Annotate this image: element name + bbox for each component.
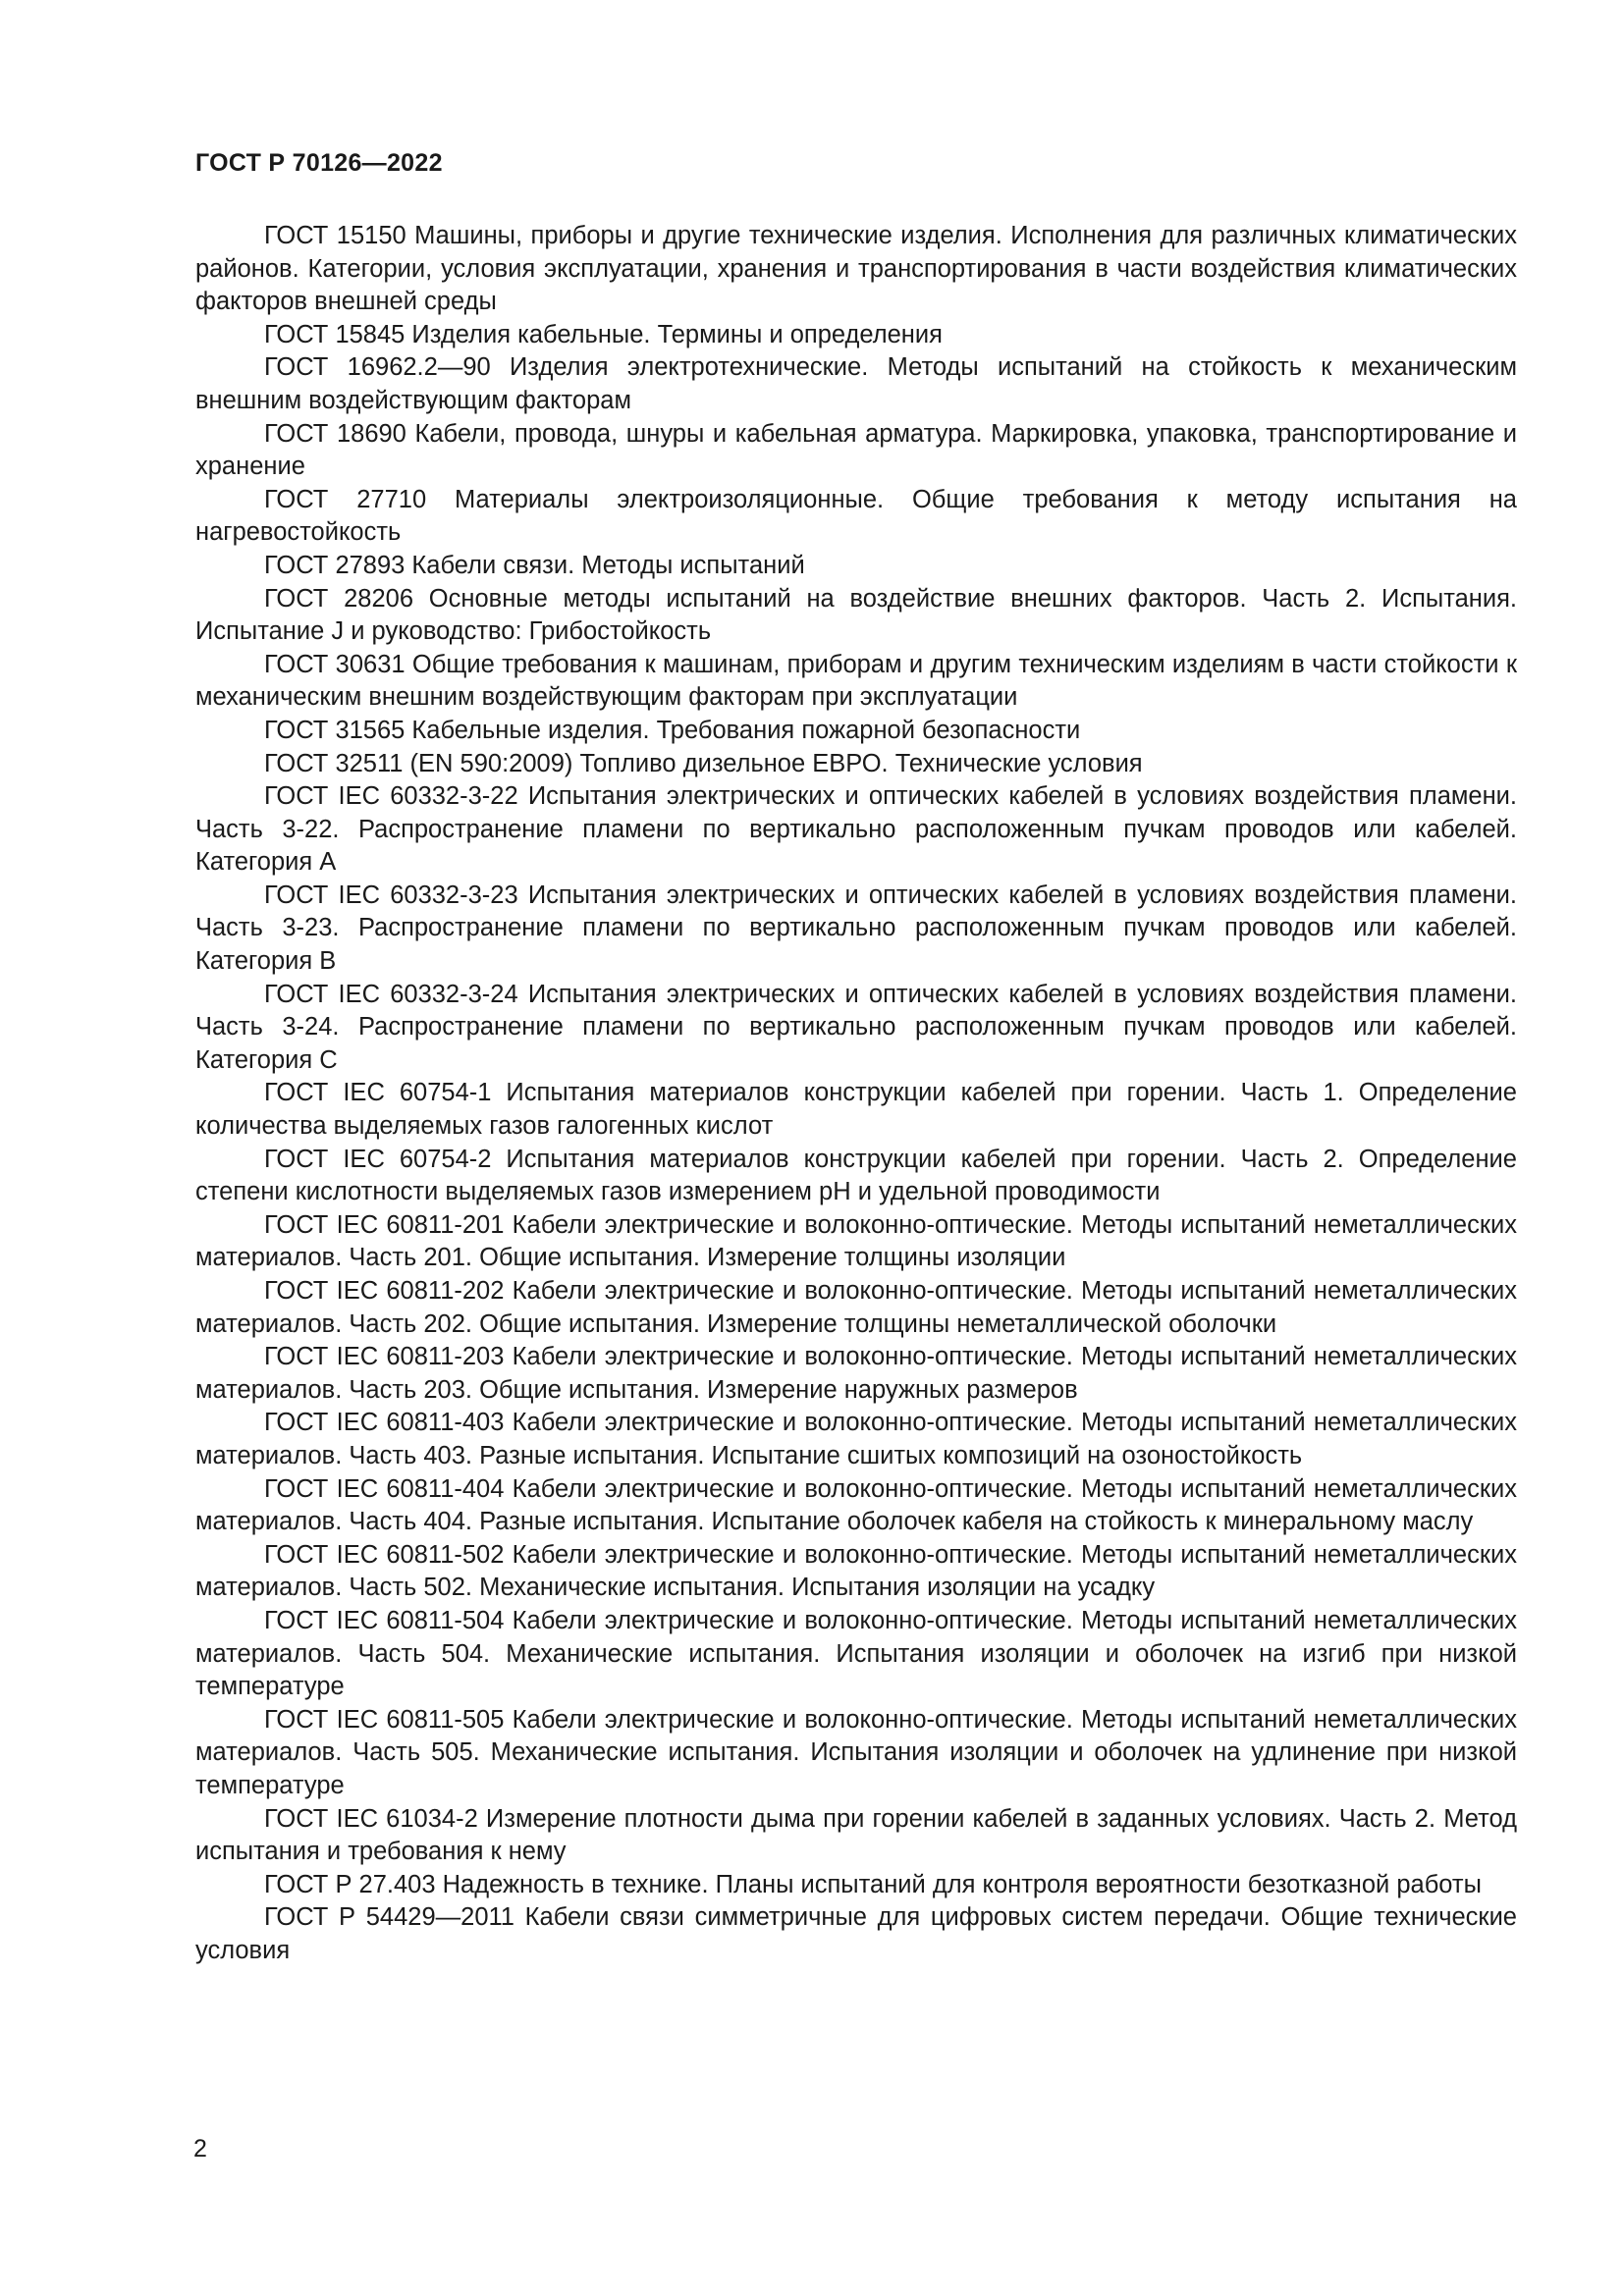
- reference-entry: ГОСТ IEC 61034-2 Измерение плотности дыма при горении кабелей в заданных условиях. Часть 2. Метод испытания и требования к нему: [195, 1804, 1517, 1866]
- reference-entry: ГОСТ IEC 60811-203 Кабели электрические и волоконно-оптические. Методы испытаний неметаллических материалов. Часть 203. Общие испытания. Измерение наружных размеров: [195, 1343, 1517, 1404]
- reference-entry: ГОСТ IEC 60332-3-23 Испытания электрических и оптических кабелей в условиях воздействия пламени. Часть 3-23. Распространение пламени по вертикально расположенным пучкам проводов или кабелей. Категория В: [195, 881, 1517, 976]
- reference-entry: ГОСТ 16962.2—90 Изделия электротехнические. Методы испытаний на стойкость к механическим внешним воздействующим факторам: [195, 353, 1517, 414]
- reference-entry: ГОСТ 15150 Машины, приборы и другие технические изделия. Исполнения для различных климатических районов. Категории, условия эксплуатации, хранения и транспортирования в части воздействия климатических факторов внешней среды: [195, 222, 1517, 316]
- reference-entry: ГОСТ 30631 Общие требования к машинам, приборам и другим техническим изделиям в части стойкости к механическим внешним воздействующим факторам при эксплуатации: [195, 650, 1517, 712]
- reference-entry: ГОСТ IEC 60811-505 Кабели электрические и волоконно-оптические. Методы испытаний неметаллических материалов. Часть 505. Механические испытания. Испытания изоляции и оболочек на удлинение при низкой температуре: [195, 1705, 1517, 1799]
- reference-entry: ГОСТ 28206 Основные методы испытаний на воздействие внешних факторов. Часть 2. Испытания. Испытание J и руководство: Грибостойкость: [195, 584, 1517, 646]
- reference-entry: ГОСТ 18690 Кабели, провода, шнуры и кабельная арматура. Маркировка, упаковка, транспортирование и хранение: [195, 419, 1517, 481]
- reference-entry: ГОСТ 15845 Изделия кабельные. Термины и определения: [264, 320, 943, 348]
- reference-entry: ГОСТ IEC 60811-403 Кабели электрические и волоконно-оптические. Методы испытаний неметаллических материалов. Часть 403. Разные испытания. Испытание сшитых композиций на озоностойкость: [195, 1409, 1517, 1469]
- reference-entry: ГОСТ 32511 (EN 590:2009) Топливо дизельное ЕВРО. Технические условия: [264, 749, 1143, 777]
- reference-entry: ГОСТ IEC 60754-1 Испытания материалов конструкции кабелей при горении. Часть 1. Определение количества выделяемых газов галогенных кислот: [195, 1079, 1517, 1141]
- reference-entry: ГОСТ IEC 60811-502 Кабели электрические и волоконно-оптические. Методы испытаний неметаллических материалов. Часть 502. Механические испытания. Испытания изоляции на усадку: [195, 1540, 1517, 1602]
- reference-entry: ГОСТ IEC 60811-504 Кабели электрические и волоконно-оптические. Методы испытаний неметаллических материалов. Часть 504. Механические испытания. Испытания изоляции и оболочек на изгиб при низкой температуре: [195, 1606, 1517, 1701]
- reference-entry: ГОСТ 27893 Кабели связи. Методы испытаний: [264, 551, 805, 579]
- reference-entry: ГОСТ 31565 Кабельные изделия. Требования пожарной безопасности: [264, 716, 1081, 744]
- reference-entry: ГОСТ IEC 60754-2 Испытания материалов конструкции кабелей при горении. Часть 2. Определение степени кислотности выделяемых газов измерением pH и удельной проводимости: [195, 1145, 1517, 1206]
- reference-entry: ГОСТ IEC 60332-3-24 Испытания электрических и оптических кабелей в условиях воздействия пламени. Часть 3-24. Распространение пламени по вертикально расположенным пучкам проводов или кабелей. Категория С: [195, 980, 1517, 1074]
- reference-entry: ГОСТ IEC 60332-3-22 Испытания электрических и оптических кабелей в условиях воздействия пламени. Часть 3-22. Распространение пламени по вертикально расположенным пучкам проводов или кабелей. Категория А: [195, 782, 1517, 877]
- normative-references-list: [195, 220, 1517, 1967]
- page-number: 2: [193, 2135, 207, 2163]
- reference-entry: ГОСТ IEC 60811-404 Кабели электрические и волоконно-оптические. Методы испытаний неметаллических материалов. Часть 404. Разные испытания. Испытание оболочек кабеля на стойкость к минеральному маслу: [195, 1474, 1517, 1536]
- reference-entry: ГОСТ IEC 60811-201 Кабели электрические и волоконно-оптические. Методы испытаний неметаллических материалов. Часть 201. Общие испытания. Измерение толщины изоляции: [195, 1210, 1517, 1272]
- reference-entry: ГОСТ Р 54429—2011 Кабели связи симметричные для цифровых систем передачи. Общие технические условия: [195, 1903, 1517, 1964]
- reference-entry: ГОСТ IEC 60811-202 Кабели электрические и волоконно-оптические. Методы испытаний неметаллических материалов. Часть 202. Общие испытания. Измерение толщины неметаллической оболочки: [195, 1277, 1517, 1338]
- reference-entry: ГОСТ 27710 Материалы электроизоляционные. Общие требования к методу испытания на нагревостойкость: [195, 485, 1517, 547]
- reference-entry: ГОСТ Р 27.403 Надежность в технике. Планы испытаний для контроля вероятности безотказной работы: [264, 1870, 1482, 1898]
- document-header: ГОСТ Р 70126—2022: [195, 149, 443, 177]
